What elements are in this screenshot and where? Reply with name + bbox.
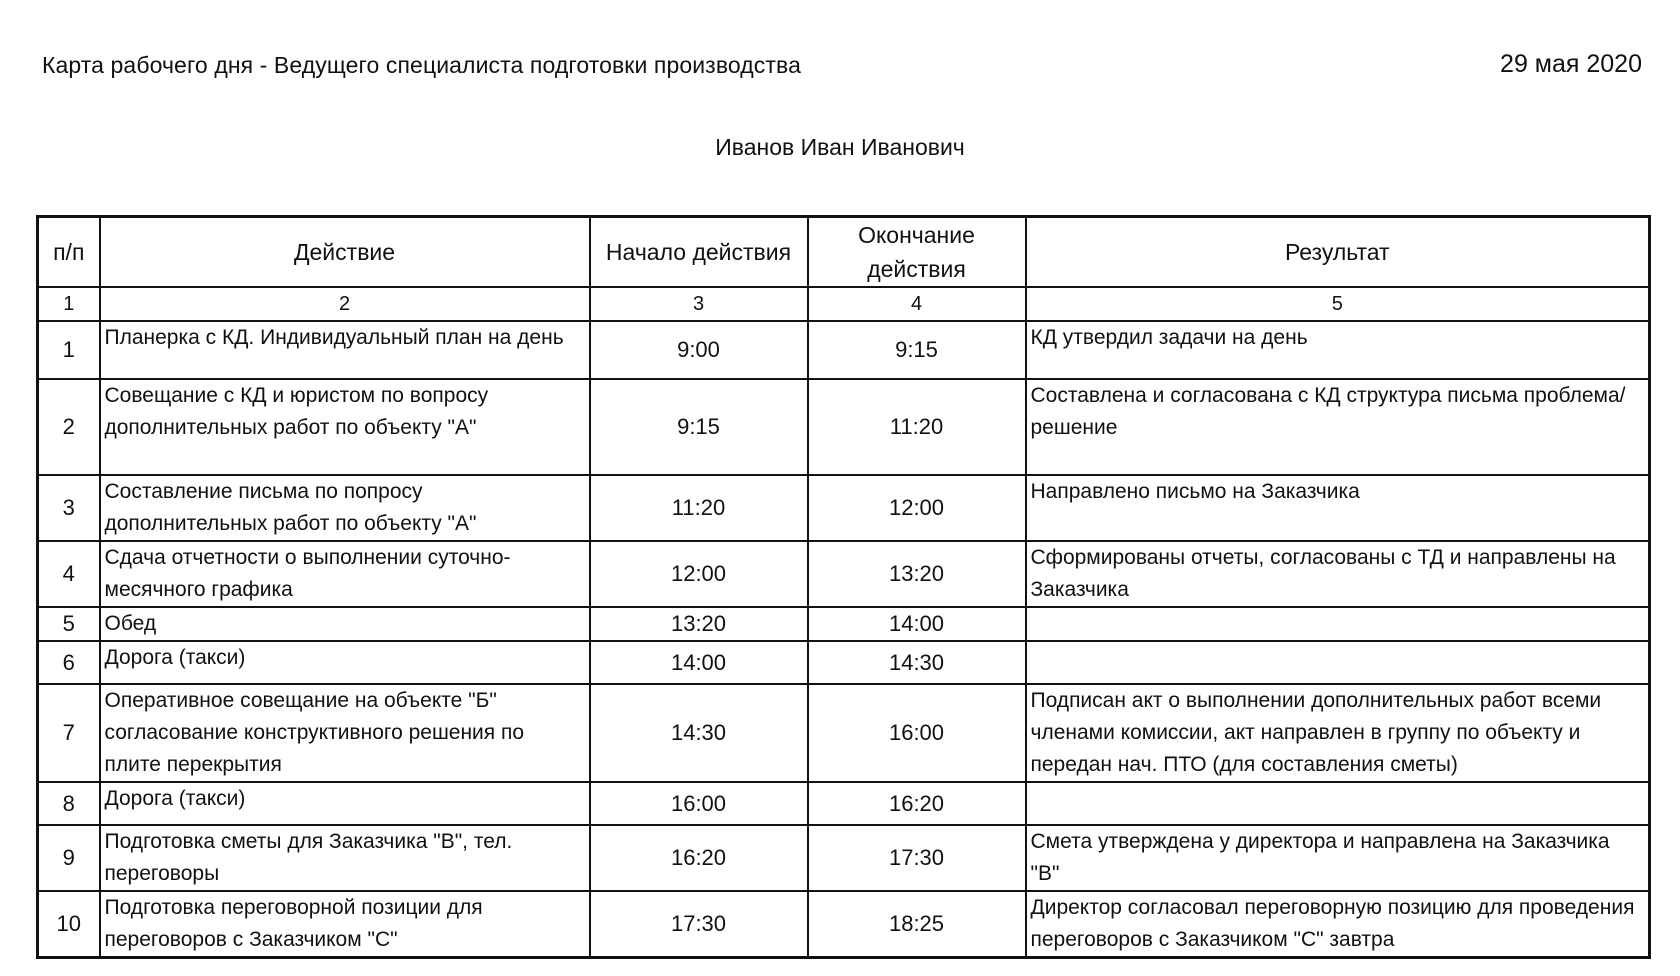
table-row: [38, 825, 1650, 891]
row-number-cell: 9: [38, 825, 100, 891]
row-number-cell: 3: [38, 475, 100, 541]
col-header-number: п/п: [38, 217, 100, 288]
start-time-cell: 14:00: [590, 641, 808, 684]
action-cell: Подготовка сметы для Заказчика "В", тел. переговоры: [100, 825, 590, 891]
start-time-cell: 11:20: [590, 475, 808, 541]
table-row: [38, 641, 1650, 684]
employee-name: Иванов Иван Иванович: [715, 134, 965, 160]
row-number-cell: 10: [38, 891, 100, 958]
end-time-cell: 16:00: [808, 684, 1026, 782]
action-cell: Дорога (такси): [100, 641, 590, 684]
row-number-cell: 7: [38, 684, 100, 782]
result-cell: [1026, 782, 1650, 825]
col-header-end: Окончание действия: [808, 217, 1026, 288]
document-title: Карта рабочего дня - Ведущего специалиста подготовки производства: [42, 52, 801, 78]
result-cell: Смета утверждена у директора и направлена на Заказчика "В": [1026, 825, 1650, 891]
column-number: 1: [38, 287, 100, 321]
start-time-cell: 9:15: [590, 379, 808, 475]
end-time-cell: 13:20: [808, 541, 1026, 607]
column-number: 3: [590, 287, 808, 321]
table-row: [38, 379, 1650, 475]
result-cell: [1026, 641, 1650, 684]
action-cell: Оперативное совещание на объекте "Б" согласование конструктивного решения по плите перекрытия: [100, 684, 590, 782]
row-number-cell: 5: [38, 607, 100, 641]
row-number-cell: 4: [38, 541, 100, 607]
result-cell: [1026, 607, 1650, 641]
start-time-cell: 12:00: [590, 541, 808, 607]
col-header-result: Результат: [1026, 217, 1650, 288]
end-time-cell: 14:00: [808, 607, 1026, 641]
result-cell: Составлена и согласована с КД структура письма проблема/решение: [1026, 379, 1650, 475]
start-time-cell: 16:00: [590, 782, 808, 825]
table-row: [38, 321, 1650, 379]
action-cell: Обед: [100, 607, 590, 641]
action-cell: Сдача отчетности о выполнении суточно-месячного графика: [100, 541, 590, 607]
table-row: [38, 782, 1650, 825]
action-cell: Планерка с КД. Индивидуальный план на день: [100, 321, 590, 379]
end-time-cell: 16:20: [808, 782, 1026, 825]
action-cell: Подготовка переговорной позиции для переговоров с Заказчиком "С": [100, 891, 590, 958]
table-row: [38, 684, 1650, 782]
action-cell: Совещание с КД и юристом по вопросу дополнительных работ по объекту "А": [100, 379, 590, 475]
row-number-cell: 1: [38, 321, 100, 379]
table-body: [38, 287, 1650, 958]
column-number: 2: [100, 287, 590, 321]
end-time-cell: 12:00: [808, 475, 1026, 541]
end-time-cell: 17:30: [808, 825, 1026, 891]
result-cell: КД утвердил задачи на день: [1026, 321, 1650, 379]
document-date: 29 мая 2020: [1500, 50, 1642, 78]
col-header-action: Действие: [100, 217, 590, 288]
table-row: [38, 475, 1650, 541]
result-cell: Подписан акт о выполнении дополнительных работ всеми членами комиссии, акт направлен в группу по объекту и передан нач. ПТО (для составления сметы): [1026, 684, 1650, 782]
end-time-cell: 14:30: [808, 641, 1026, 684]
table-row: [38, 541, 1650, 607]
result-cell: Сформированы отчеты, согласованы с ТД и направлены на Заказчика: [1026, 541, 1650, 607]
table-row: [38, 891, 1650, 958]
row-number-cell: 2: [38, 379, 100, 475]
end-time-cell: 9:15: [808, 321, 1026, 379]
start-time-cell: 9:00: [590, 321, 808, 379]
action-cell: Составление письма по попросу дополнительных работ по объекту "А": [100, 475, 590, 541]
result-cell: Директор согласовал переговорную позицию для проведения переговоров с Заказчиком "С" завтра: [1026, 891, 1650, 958]
result-cell: Направлено письмо на Заказчика: [1026, 475, 1650, 541]
action-cell: Дорога (такси): [100, 782, 590, 825]
end-time-cell: 18:25: [808, 891, 1026, 958]
end-time-cell: 11:20: [808, 379, 1026, 475]
start-time-cell: 13:20: [590, 607, 808, 641]
start-time-cell: 14:30: [590, 684, 808, 782]
start-time-cell: 16:20: [590, 825, 808, 891]
table-row: [38, 607, 1650, 641]
column-number: 5: [1026, 287, 1650, 321]
column-number: 4: [808, 287, 1026, 321]
start-time-cell: 17:30: [590, 891, 808, 958]
workday-table: [36, 215, 1651, 959]
row-number-cell: 6: [38, 641, 100, 684]
column-number-row: [38, 287, 1650, 321]
table-header: [38, 217, 1650, 288]
col-header-start: Начало действия: [590, 217, 808, 288]
header-row: [38, 217, 1650, 288]
row-number-cell: 8: [38, 782, 100, 825]
